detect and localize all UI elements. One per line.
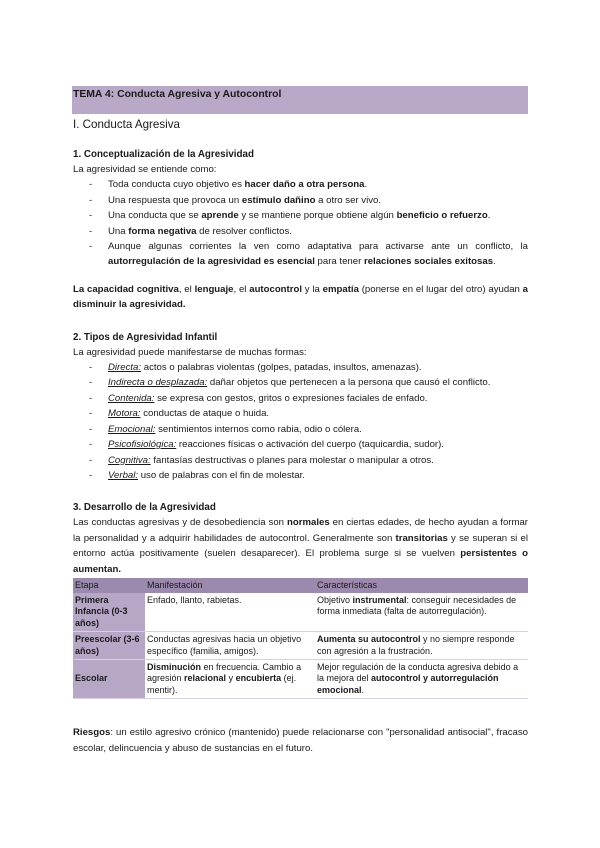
table-header: Manifestación [145,578,315,593]
intro-tipos: La agresividad puede manifestarse de muchas formas: [73,346,307,358]
list-item: - Cognitiva: fantasías destructivas o planes para molestar o manipular a otros. [73,453,528,468]
section-title: I. Conducta Agresiva [73,118,180,131]
table-cell-characteristics: Mejor regulación de la conducta agresiva debido a la mejora del autocontrol y autorregulación emocional. [315,659,528,698]
table-cell-manifestation: Conductas agresivas hacia un objetivo específico (familia, amigos). [145,632,315,660]
table-row [73,659,528,698]
list-item: - Una conducta que se aprende y se mantiene porque obtiene algún beneficio o refuerzo. [73,208,528,223]
list-item: - Verbal: uso de palabras con el fin de molestar. [73,468,528,483]
table-cell-stage: Escolar [73,659,145,698]
heading-conceptualizacion: 1. Conceptualización de la Agresividad [73,149,254,160]
document-page [73,86,528,756]
list-item: - Motora: conductas de ataque o huida. [73,406,528,421]
table-cell-characteristics: Aumenta su autocontrol y no siempre responde con agresión a la frustración. [315,632,528,660]
heading-desarrollo: 3. Desarrollo de la Agresividad [73,502,216,514]
list-item: - Psicofisiológica: reacciones físicas o activación del cuerpo (taquicardia, sudor). [73,437,528,452]
table-cell-manifestation: Disminución en frecuencia. Cambio a agresión relacional y encubierta (ej. mentir). [145,659,315,698]
list-item: - Indirecta o desplazada: dañar objetos que pertenecen a la persona que causó el conflicto. [73,375,528,390]
list-item: - Una forma negativa de resolver conflictos. [73,224,528,239]
list-types [73,360,528,483]
table-cell-stage: Primera Infancia (0-3 años) [73,593,145,632]
paragraph-capacidad: La capacidad cognitiva, el lenguaje, el autocontrol y la empatía (ponerse en el lugar del otro) ayudan a disminuir la agresividad. [73,283,529,311]
table-cell-manifestation: Enfado, llanto, rabietas. [145,593,315,632]
intro-conceptualizacion: La agresividad se entiende como: [73,164,217,175]
paragraph-desarrollo: Las conductas agresivas y de desobediencia son normales en ciertas edades, de hecho ayudan a formar la personalidad y a adquirir habilidades de autocontrol. Generalmente son transitorias y se superan si el entorno actúa positivamente (suelen desaparecer). El problema surge si se vuelven persistentes o aumentan. [73,517,529,575]
table-row [73,632,528,660]
heading-tipos: 2. Tipos de Agresividad Infantil [73,331,218,343]
table-row [73,593,528,632]
list-item: - Aunque algunas corrientes la ven como adaptativa para activarse ante un conflicto, la autorregulación de la agresividad es esencial para tener relaciones sociales exitosas. [73,239,528,270]
list-item: - Toda conducta cuyo objetivo es hacer daño a otra persona. [73,177,528,192]
development-table [73,578,528,699]
list-definitions [73,177,528,269]
document-title: TEMA 4: Conducta Agresiva y Autocontrol [72,86,528,114]
table-cell-stage: Preescolar (3-6 años) [73,632,145,660]
list-item: - Contenida: se expresa con gestos, gritos o expresiones faciales de enfado. [73,391,528,406]
table-header: Etapa [73,578,145,593]
table-cell-characteristics: Objetivo instrumental: conseguir necesidades de forma inmediata (falta de autorregulación). [315,593,528,632]
table-header-row [73,578,528,593]
list-item: - Una respuesta que provoca un estímulo dañino a otro ser vivo. [73,193,528,208]
paragraph-riesgos: Riesgos: un estilo agresivo crónico (mantenido) puede relacionarse con "personalidad antisocial", fracaso escolar, delincuencia y abuso de sustancias en el futuro. [73,727,528,754]
table-header: Características [315,578,528,593]
list-item: - Emocional: sentimientos internos como rabia, odio o cólera. [73,422,528,437]
list-item: - Directa: actos o palabras violentas (golpes, patadas, insultos, amenazas). [73,360,528,375]
